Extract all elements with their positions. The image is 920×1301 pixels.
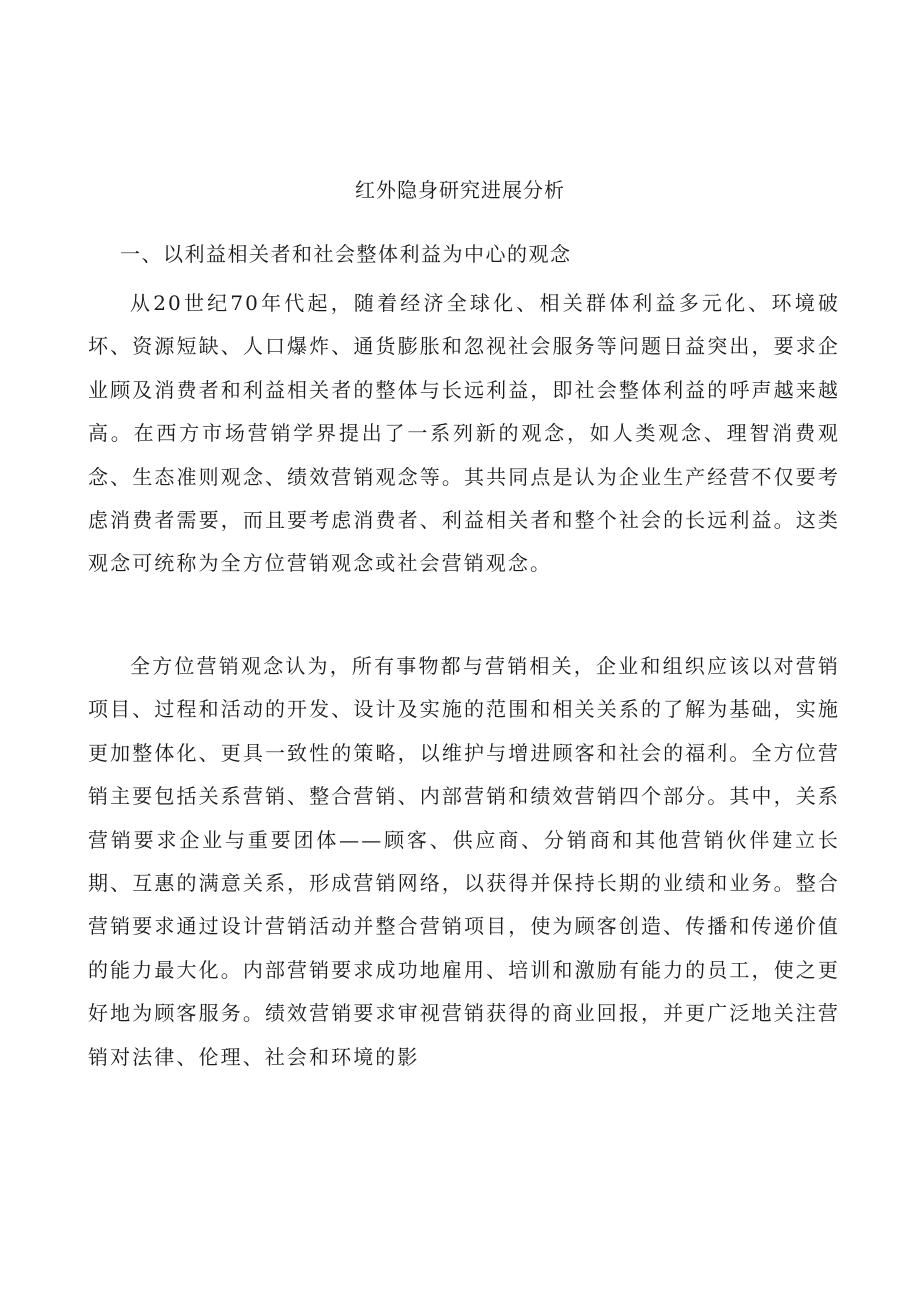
section-heading: 一、以利益相关者和社会整体利益为中心的观念 xyxy=(120,242,572,266)
paragraph-1: 从20世纪70年代起，随着经济全球化、相关群体利益多元化、环境破坏、资源短缺、人口爆炸、通货膨胀和忽视社会服务等问题日益突出，要求企业顾及消费者和利益相关者的整体与长远利益，即社会整体利益的呼声越来越高。在西方市场营销学界提出了一系列新的观念，如人类观念、理智消费观念、生态准则观念、绩效营销观念等。其共同点是认为企业生产经营不仅要考虑消费者需要，而且要考虑消费者、利益相关者和整个社会的长远利益。这类观念可统称为全方位营销观念或社会营销观念。 xyxy=(88,291,840,576)
document-title: 红外隐身研究进展分析 xyxy=(355,178,565,202)
paragraph-2: 全方位营销观念认为，所有事物都与营销相关，企业和组织应该以对营销项目、过程和活动的开发、设计及实施的范围和相关关系的了解为基础，实施更加整体化、更具一致性的策略，以维护与增进顾客和社会的福利。全方位营销主要包括关系营销、整合营销、内部营销和绩效营销四个部分。其中，关系营销要求企业与重要团体——顾客、供应商、分销商和其他营销伙伴建立长期、互惠的满意关系，形成营销网络，以获得并保持长期的业绩和业务。整合营销要求通过设计营销活动并整合营销项目，使为顾客创造、传播和传递价值的能力最大化。内部营销要求成功地雇用、培训和激励有能力的员工，使之更好地为顾客服务。绩效营销要求审视营销获得的商业回报，并更广泛地关注营销对法律、伦理、社会和环境的影 xyxy=(88,654,840,1069)
